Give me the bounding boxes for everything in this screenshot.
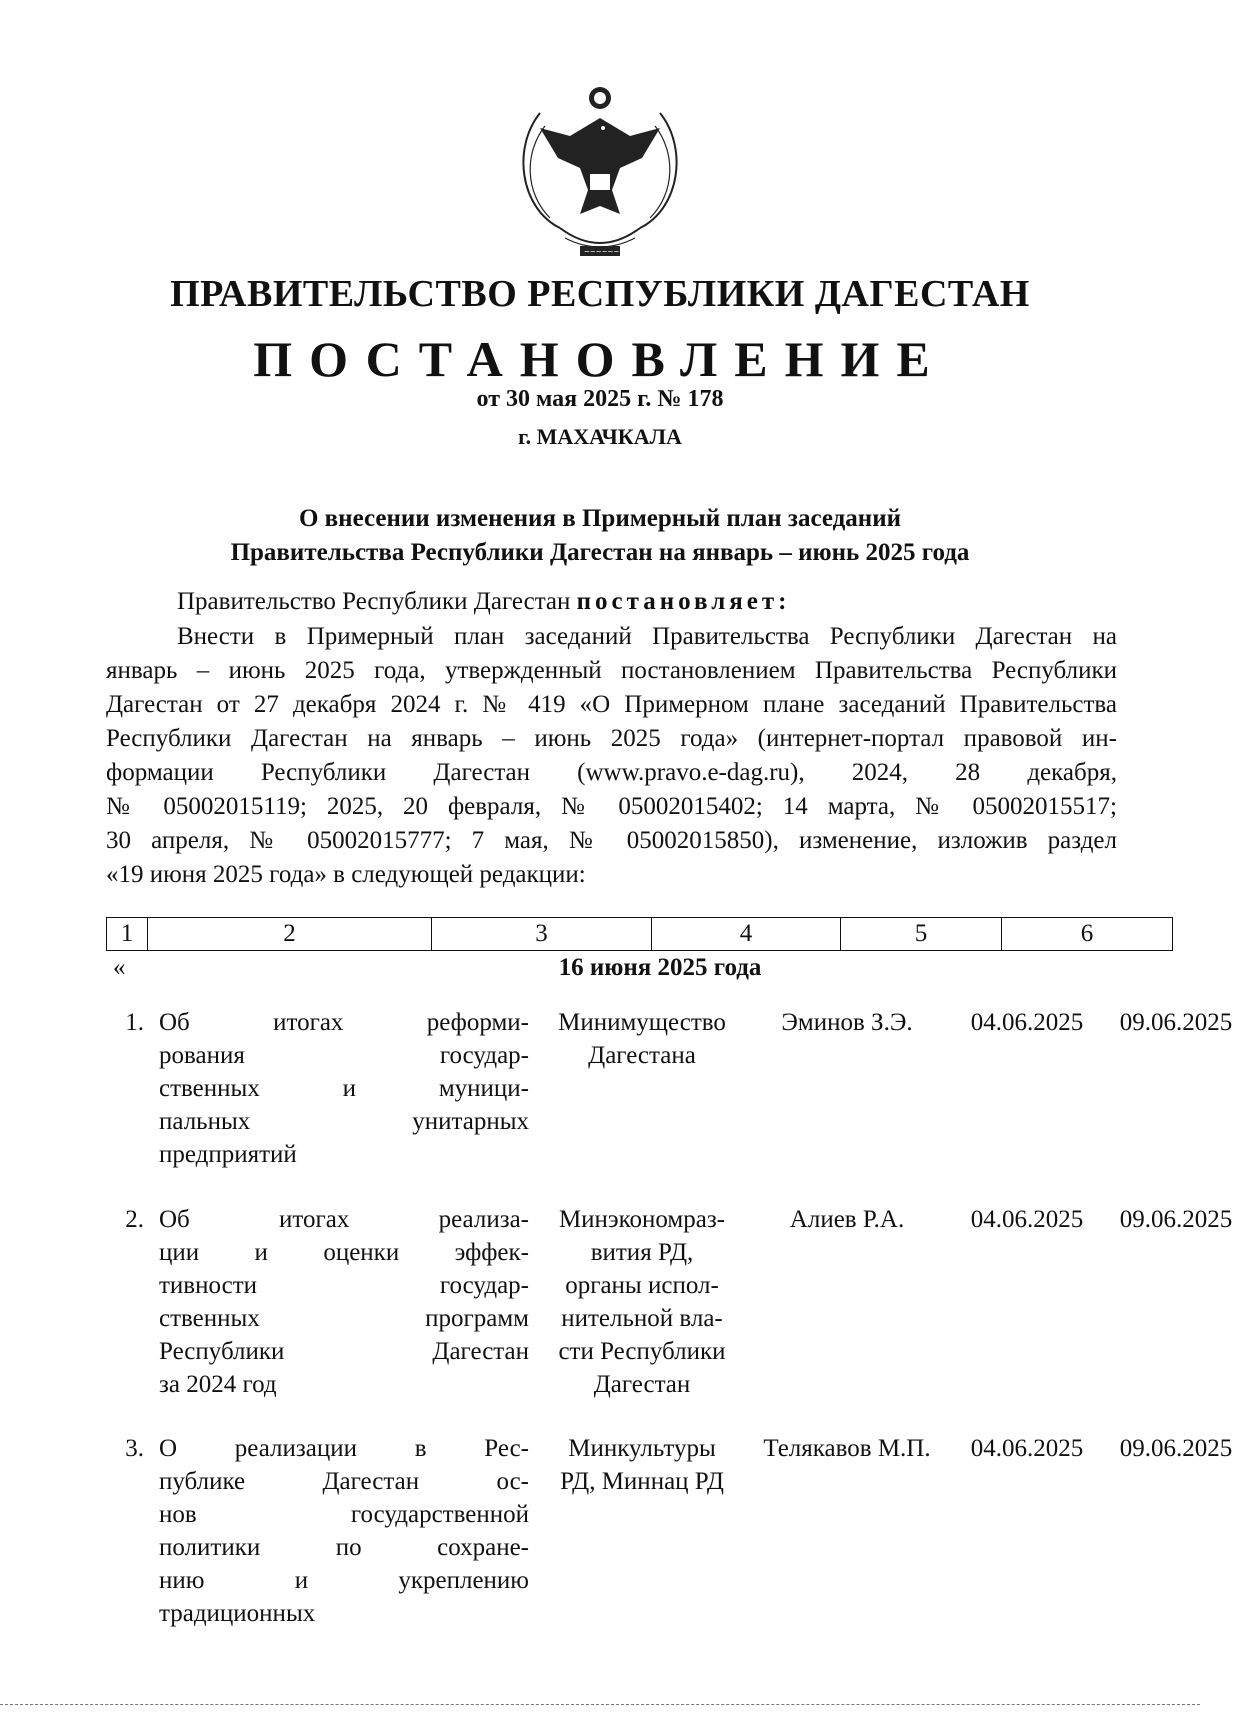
row-responsible-line: вития РД, <box>590 1239 694 1266</box>
row-responsible <box>542 1203 742 1401</box>
row-name <box>159 1006 529 1171</box>
row-number: 1. <box>125 1009 144 1036</box>
row-date-1: 04.06.2025 <box>970 1009 1084 1036</box>
row-responsible-line: органы испол- <box>565 1272 719 1299</box>
row-name-line: Об итогах реформи- <box>159 1009 529 1036</box>
open-quote: « <box>113 954 126 981</box>
column-number: 3 <box>432 918 652 951</box>
preamble-verb: постановляет: <box>576 588 791 615</box>
row-responsible-line: нительной вла- <box>561 1305 723 1332</box>
body-paragraph <box>106 620 1117 892</box>
row-person: Телякавов М.П. <box>763 1435 931 1462</box>
row-responsible-line: Минимущество <box>558 1009 726 1036</box>
row-date-1: 04.06.2025 <box>970 1435 1084 1462</box>
row-responsible-line: РД, Миннац РД <box>560 1468 724 1495</box>
row-responsible-line: сти Республики <box>558 1338 726 1365</box>
row-responsible-line: Минкультуры <box>568 1435 716 1462</box>
row-date-2: 09.06.2025 <box>1119 1009 1233 1036</box>
row-person: Алиев Р.А. <box>789 1206 905 1233</box>
body-line: формации Республики Дагестан (www.pravo.e-dag.ru), 2024, 28 декабря, <box>106 759 1117 786</box>
row-date-2: 09.06.2025 <box>1119 1435 1233 1462</box>
body-line: № 05002015119; 2025, 20 февраля, № 05002015402; 14 марта, № 05002015517; <box>106 793 1117 820</box>
row-number: 2. <box>125 1206 144 1233</box>
column-number: 5 <box>841 918 1002 951</box>
row-responsible-line: Дагестана <box>588 1042 696 1069</box>
row-number: 3. <box>125 1435 144 1462</box>
table-column-numbers <box>106 917 1173 951</box>
row-responsible <box>542 1432 742 1498</box>
row-name-line: Об итогах реализа- <box>159 1206 529 1233</box>
row-responsible <box>542 1006 742 1072</box>
body-line: Внести в Примерный план заседаний Правительства Республики Дагестан на <box>177 623 1117 650</box>
column-number: 6 <box>1002 918 1173 951</box>
row-name-line: пальных унитарных <box>159 1108 529 1135</box>
column-number: 4 <box>652 918 841 951</box>
row-name-line: О реализации в Рес- <box>159 1435 529 1462</box>
body-line: Республики Дагестан на январь – июнь 2025 года» (интернет-портал правовой ин- <box>106 725 1117 752</box>
page-bottom-edge <box>0 1704 1200 1705</box>
row-name-line: нию и укреплению <box>159 1567 529 1594</box>
row-name-line: нов государственной <box>159 1501 529 1528</box>
row-name-line: тивности государ- <box>159 1272 529 1299</box>
column-number: 2 <box>148 918 432 951</box>
preamble-subject: Правительство Республики Дагестан <box>177 588 571 615</box>
row-date-2: 09.06.2025 <box>1119 1206 1233 1233</box>
document-title-line-2: Правительства Республики Дагестан на январь – июнь 2025 года <box>230 539 970 566</box>
row-name-line: предприятий <box>159 1141 297 1168</box>
row-name-line: за 2024 год <box>159 1371 277 1398</box>
organization-name: ПРАВИТЕЛЬСТВО РЕСПУБЛИКИ ДАГЕСТАН <box>170 273 1030 315</box>
body-line: 30 апреля, № 05002015777; 7 мая, № 05002015850), изменение, изложив раздел <box>106 827 1117 854</box>
row-name-line: политики по сохране- <box>159 1534 529 1561</box>
row-name-line: ции и оценки эффек- <box>159 1239 529 1266</box>
body-line: Дагестан от 27 декабря 2024 г. № 419 «О Примерном плане заседаний Правительства <box>106 691 1117 718</box>
row-name <box>159 1203 529 1401</box>
row-name-line: Республики Дагестан <box>159 1338 529 1365</box>
row-person: Эминов З.Э. <box>781 1009 913 1036</box>
row-date-1: 04.06.2025 <box>970 1206 1084 1233</box>
section-date: 16 июня 2025 года <box>558 954 762 981</box>
body-line: «19 июня 2025 года» в следующей редакции: <box>106 861 586 888</box>
column-number: 1 <box>107 918 148 951</box>
document-type: ПОСТАНОВЛЕНИЕ <box>253 331 947 387</box>
row-responsible-line: Дагестан <box>593 1371 691 1398</box>
row-name <box>159 1432 529 1630</box>
row-name-line: ственных программ <box>159 1305 529 1332</box>
row-responsible-line: Минэкономраз- <box>558 1206 726 1233</box>
document-number: от 30 мая 2025 г. № 178 <box>476 386 724 412</box>
body-line: январь – июнь 2025 года, утвержденный постановлением Правительства Республики <box>106 657 1117 684</box>
document-title-line-1: О внесении изменения в Примерный план заседаний <box>298 505 902 532</box>
svg-text:~~~~~~: ~~~~~~ <box>584 248 620 256</box>
city: г. МАХАЧКАЛА <box>518 424 682 449</box>
row-name-line: ственных и муници- <box>159 1075 529 1102</box>
row-name-line: рования государ- <box>159 1042 529 1069</box>
preamble <box>177 588 790 616</box>
row-name-line: публике Дагестан ос- <box>159 1468 529 1495</box>
row-name-line: традиционных <box>159 1600 316 1627</box>
coat-of-arms-icon <box>500 78 700 260</box>
